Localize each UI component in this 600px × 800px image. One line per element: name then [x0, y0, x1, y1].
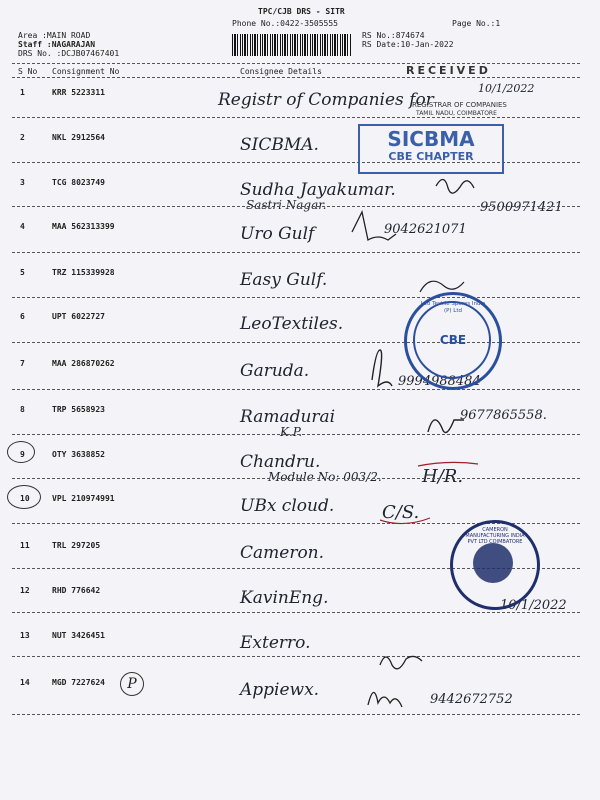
signature-row13	[380, 656, 422, 668]
row-consignment-no: TRP 5658923	[52, 405, 105, 414]
row-consignment-no: TCG 8023749	[52, 178, 105, 187]
row-sno: 1	[20, 88, 25, 97]
row-handwritten-note: H/R.	[422, 466, 464, 487]
row14-mark: P	[120, 672, 144, 696]
row-consignment-no: NKL 2912564	[52, 133, 105, 142]
signature-row8	[428, 420, 464, 433]
row-sno: 12	[20, 586, 30, 595]
area-line: Area :MAIN ROAD	[18, 31, 91, 40]
row-consignment-no: KRR 5223311	[52, 88, 105, 97]
row-sno: 13	[20, 631, 30, 640]
signature-row14	[368, 692, 402, 707]
row-consignee: Exterro.	[240, 633, 311, 653]
row-handwritten-note: 9442672752	[430, 692, 513, 707]
row-consignee: Chandru.	[240, 452, 321, 472]
row-consignee: Appiewx.	[240, 680, 320, 700]
sicbma-stamp-line1: SICBMA	[387, 127, 475, 151]
received-stamp-line1: REGISTRAR OF COMPANIES	[412, 101, 507, 109]
received-stamp-line2: TAMIL NADU, COIMBATORE	[416, 110, 497, 117]
strike-row9	[418, 462, 478, 466]
signature-row5	[420, 281, 464, 292]
row-consignee: Easy Gulf.	[240, 270, 328, 290]
signature-row7	[372, 350, 392, 386]
row-consignee: Cameron.	[240, 543, 325, 563]
row-consignee: Garuda.	[240, 361, 310, 381]
col-consignee: Consignee Details	[240, 67, 322, 76]
row-consignee-line2: K.P.	[280, 425, 303, 439]
row-handwritten-note: 9677865558.	[460, 408, 547, 423]
phone-number: Phone No.:0422-3505555	[232, 19, 338, 28]
row-consignee: Ramadurai	[240, 407, 336, 427]
row-sno: 3	[20, 178, 25, 187]
row-consignment-no: UPT 6022727	[52, 312, 105, 321]
row-handwritten-note: 10/1/2022	[500, 598, 567, 613]
leo-stamp-ring-text: Leo Textile Spares India (P) Ltd	[420, 301, 486, 314]
leo-stamp-center: CBE	[439, 333, 467, 347]
rs-number: RS No.:874674	[362, 31, 425, 40]
row-consignee: SICBMA.	[240, 135, 319, 155]
row-consignee-line2: Sastri Nagar.	[246, 198, 327, 212]
row-sno: 11	[20, 541, 30, 550]
row-consignment-no: NUT 3426451	[52, 631, 105, 640]
row-handwritten-note: 9994988484	[398, 374, 481, 389]
received-stamp-date: 10/1/2022	[478, 82, 535, 95]
row-handwritten-note: C/S.	[382, 502, 420, 523]
row-consignee: Registr of Companies for	[218, 90, 434, 110]
row-consignee: KavinEng.	[240, 588, 329, 608]
page-number: Page No.:1	[452, 19, 501, 28]
col-consignment: Consignment No	[52, 67, 120, 76]
row-consignee: LeoTextiles.	[240, 314, 344, 334]
row-consignment-no: MAA 562313399	[52, 222, 115, 231]
row-handwritten-note: 9500971421	[480, 200, 563, 215]
row-sno: 2	[20, 133, 25, 142]
row-sno: 10	[20, 494, 30, 503]
row-sno: 14	[20, 678, 30, 687]
row-sno: 8	[20, 405, 25, 414]
row-consignment-no: TRL 297205	[52, 541, 101, 550]
row-sno: 5	[20, 268, 25, 277]
document-title: TPC/CJB DRS - SITR	[258, 7, 345, 16]
row-consignment-no: TRZ 115339928	[52, 268, 115, 277]
row-sno: 6	[20, 312, 25, 321]
row-consignment-no: MAA 286870262	[52, 359, 115, 368]
row-sno: 9	[20, 450, 25, 459]
sicbma-stamp-line2: CBE CHAPTER	[388, 150, 474, 163]
row-consignment-no: OTY 3638852	[52, 450, 105, 459]
row-consignee-line2: Module No: 003/2.	[268, 470, 382, 484]
signature-row3	[436, 179, 474, 193]
row-handwritten-note: 9042621071	[384, 222, 467, 237]
row-consignment-no: VPL 210974991	[52, 494, 115, 503]
row-sno: 7	[20, 359, 25, 368]
strike-row10	[380, 518, 430, 524]
received-stamp-title: RECEIVED	[406, 64, 491, 77]
row-consignment-no: RHD 776642	[52, 586, 101, 595]
row-consignment-no: MGD 7227624	[52, 678, 105, 687]
rs-date: RS Date:10-Jan-2022	[362, 40, 454, 49]
row-consignee: UBx cloud.	[240, 496, 335, 516]
row-consignee: Uro Gulf	[240, 224, 315, 244]
drs-line: DRS No. :DCJB07467401	[18, 49, 120, 58]
row-sno: 4	[20, 222, 25, 231]
staff-line: Staff :NAGARAJAN	[18, 40, 96, 49]
row-consignee: Sudha Jayakumar.	[240, 180, 396, 200]
cameron-stamp-ring-text: CAMERON MANUFACTURING INDIA PVT LTD COIMBATORE	[465, 527, 525, 545]
col-sno: S No	[18, 67, 38, 76]
signature-row4	[352, 212, 396, 240]
